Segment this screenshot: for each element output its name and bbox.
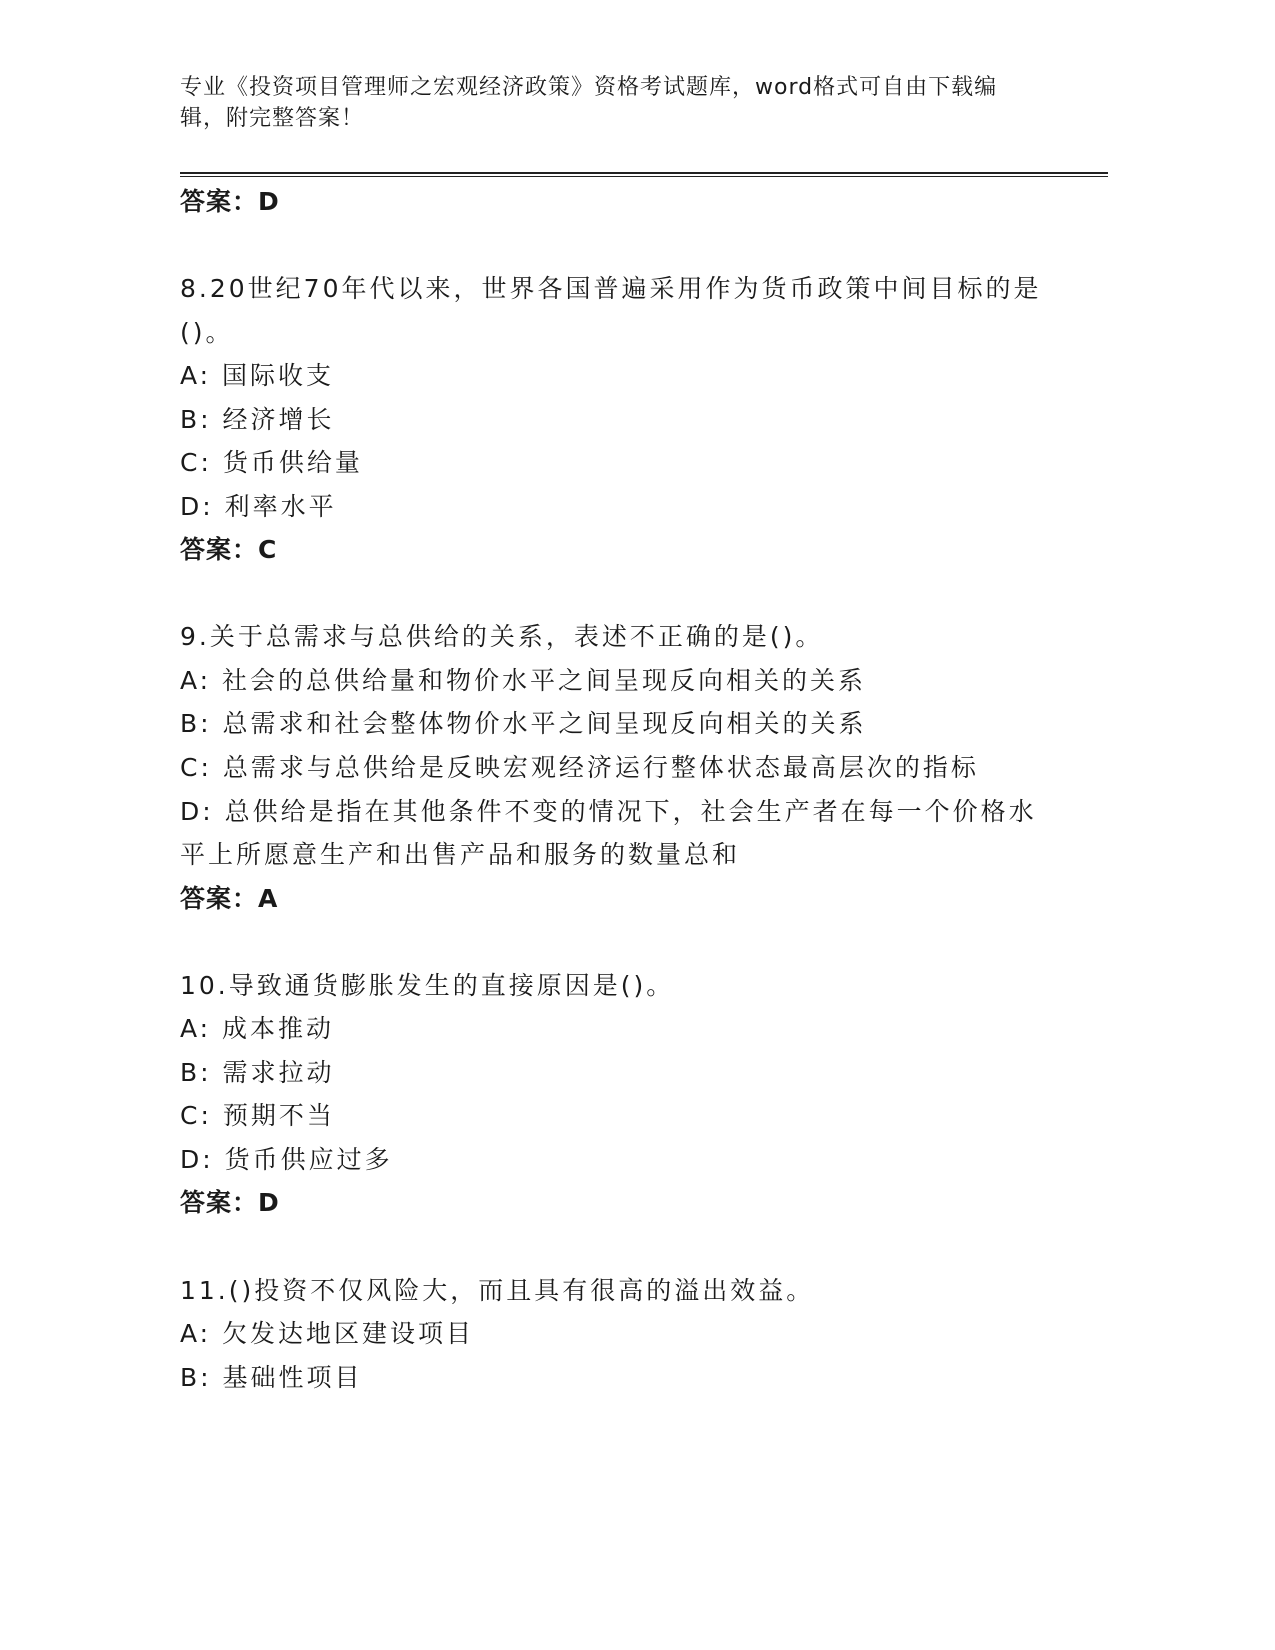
q9-option-d-line1: D: 总供给是指在其他条件不变的情况下，社会生产者在每一个价格水 <box>180 797 1037 826</box>
q8-answer: 答案：C <box>180 535 278 564</box>
q8-option-b: B: 经济增长 <box>180 405 335 434</box>
q11-option-b: B: 基础性项目 <box>180 1363 363 1392</box>
q9-option-a: A: 社会的总供给量和物价水平之间呈现反向相关的关系 <box>180 666 867 695</box>
q10-option-b: B: 需求拉动 <box>180 1058 335 1087</box>
q10-option-c: C: 预期不当 <box>180 1101 335 1130</box>
q9-answer: 答案：A <box>180 884 279 913</box>
q9-option-b: B: 总需求和社会整体物价水平之间呈现反向相关的关系 <box>180 709 867 738</box>
q8-stem-line2: ()。 <box>180 318 234 347</box>
document-header: 专业《投资项目管理师之宏观经济政策》资格考试题库，word格式可自由下载编 辑，附完整答案！ <box>180 75 998 131</box>
q10-answer: 答案：D <box>180 1188 280 1217</box>
header-divider <box>180 172 1108 177</box>
q11-option-a: A: 欠发达地区建设项目 <box>180 1319 475 1348</box>
q9-option-d-line2: 平上所愿意生产和出售产品和服务的数量总和 <box>180 840 741 869</box>
q8-option-a: A: 国际收支 <box>180 361 335 390</box>
q10-option-a: A: 成本推动 <box>180 1014 335 1043</box>
q10-option-d: D: 货币供应过多 <box>180 1145 393 1174</box>
q9-stem: 9.关于总需求与总供给的关系，表述不正确的是()。 <box>180 622 824 651</box>
q9-option-c: C: 总需求与总供给是反映宏观经济运行整体状态最高层次的指标 <box>180 753 979 782</box>
answer-prev: 答案：D <box>180 187 280 216</box>
q11-stem: 11.()投资不仅风险大，而且具有很高的溢出效益。 <box>180 1276 815 1305</box>
q8-option-c: C: 货币供给量 <box>180 448 363 477</box>
document-page <box>180 0 1110 1650</box>
q10-stem: 10.导致通货膨胀发生的直接原因是()。 <box>180 971 675 1000</box>
q8-stem-line1: 8.20世纪70年代以来，世界各国普遍采用作为货币政策中间目标的是 <box>180 274 1042 303</box>
q8-option-d: D: 利率水平 <box>180 492 337 521</box>
